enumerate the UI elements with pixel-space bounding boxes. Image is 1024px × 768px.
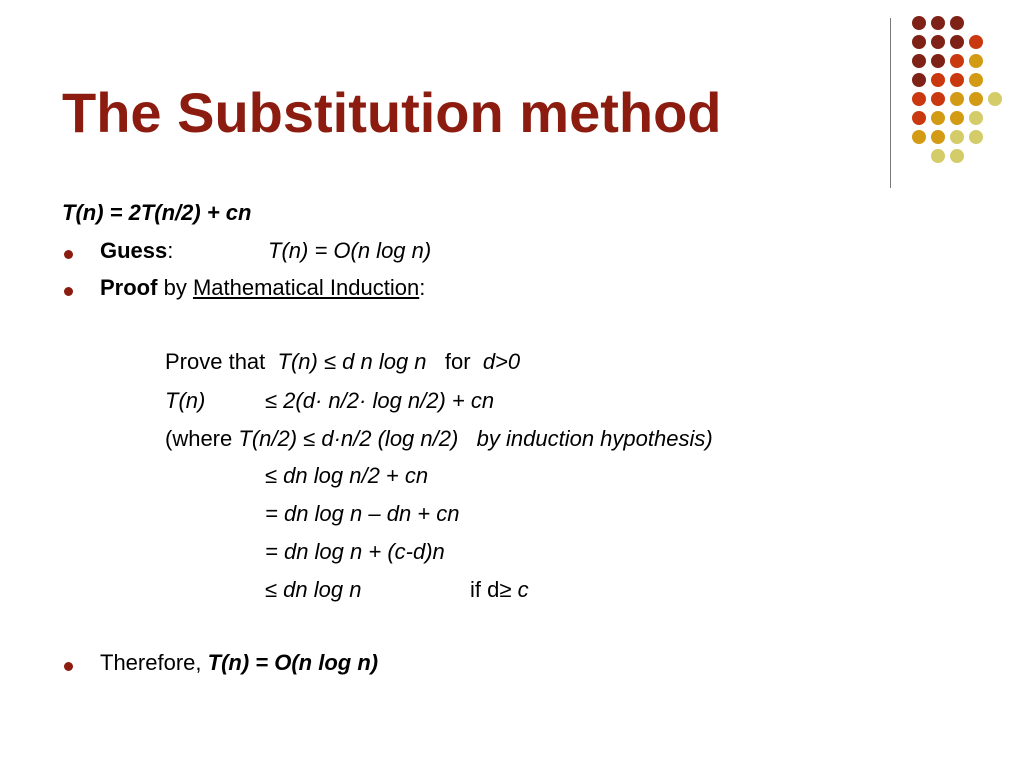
conclusion <box>100 650 378 676</box>
decorative-dot <box>912 16 926 30</box>
decorative-dot <box>912 73 926 87</box>
decorative-dot <box>969 35 983 49</box>
step2: ≤ dn log n/2 + cn <box>265 463 429 488</box>
decorative-dot <box>931 130 945 144</box>
guess-item <box>100 238 173 264</box>
where-line <box>165 426 713 452</box>
proof-item <box>100 275 425 301</box>
step1-lhs: T(n) <box>165 388 206 413</box>
conclusion-result: T(n) = O(n log n) <box>207 650 379 675</box>
title-divider <box>890 18 891 188</box>
decorative-dot <box>950 16 964 30</box>
decorative-dot <box>912 54 926 68</box>
step5-ge: ≥ <box>499 577 512 602</box>
proof-colon: : <box>419 275 426 300</box>
step5-c: c <box>517 577 529 602</box>
guess-label: Guess <box>100 238 168 263</box>
step5: ≤ dn log n <box>265 577 362 602</box>
decorative-dot <box>912 111 926 125</box>
decorative-dot <box>969 130 983 144</box>
decorative-dot <box>950 54 964 68</box>
decorative-dot <box>950 92 964 106</box>
prove-that-prefix: Prove that <box>165 349 266 374</box>
proof-by: by <box>163 275 187 300</box>
proof-method: Mathematical Induction <box>192 275 420 300</box>
decorative-dot <box>912 130 926 144</box>
decorative-dot <box>988 92 1002 106</box>
decorative-dot <box>950 130 964 144</box>
decorative-dot <box>969 54 983 68</box>
decorative-dot <box>950 35 964 49</box>
decorative-dot <box>912 92 926 106</box>
decorative-dot <box>969 73 983 87</box>
slide-title: The Substitution method <box>62 81 722 144</box>
decorative-dot <box>931 92 945 106</box>
where-expr: T(n/2) ≤ d·n/2 (log n/2) <box>238 426 459 451</box>
guess-value: T(n) = O(n log n) <box>268 238 432 263</box>
step1-rhs: ≤ 2(d· n/2· log n/2) + cn <box>265 388 495 413</box>
decorative-dot <box>931 54 945 68</box>
proof-label: Proof <box>100 275 158 300</box>
prove-that-line <box>165 349 520 375</box>
recurrence-equation: T(n) = 2T(n/2) + cn <box>62 200 252 225</box>
bullet-icon <box>64 287 73 296</box>
decorative-dot <box>950 73 964 87</box>
step4: = dn log n + (c-d)n <box>265 539 445 564</box>
decorative-dot <box>931 149 945 163</box>
where-prefix: (where <box>165 426 233 451</box>
decorative-dot <box>912 35 926 49</box>
step5-if: if d <box>470 577 500 602</box>
prove-that-expr: T(n) ≤ d n log n <box>277 349 427 374</box>
prove-that-for: for <box>444 349 471 374</box>
decorative-dot <box>931 111 945 125</box>
decorative-dot <box>931 73 945 87</box>
decorative-dot <box>950 149 964 163</box>
step5-condition <box>470 577 529 603</box>
prove-that-cond: d>0 <box>482 349 521 374</box>
guess-colon: : <box>167 238 174 263</box>
where-suffix: by induction hypothesis) <box>476 426 713 451</box>
decorative-dot <box>950 111 964 125</box>
decorative-dot <box>969 92 983 106</box>
decorative-dot <box>931 16 945 30</box>
decorative-dot <box>969 111 983 125</box>
conclusion-prefix: Therefore, <box>100 650 202 675</box>
bullet-icon <box>64 662 73 671</box>
step3: = dn log n – dn + cn <box>265 501 460 526</box>
bullet-icon <box>64 250 73 259</box>
decorative-dot <box>931 35 945 49</box>
